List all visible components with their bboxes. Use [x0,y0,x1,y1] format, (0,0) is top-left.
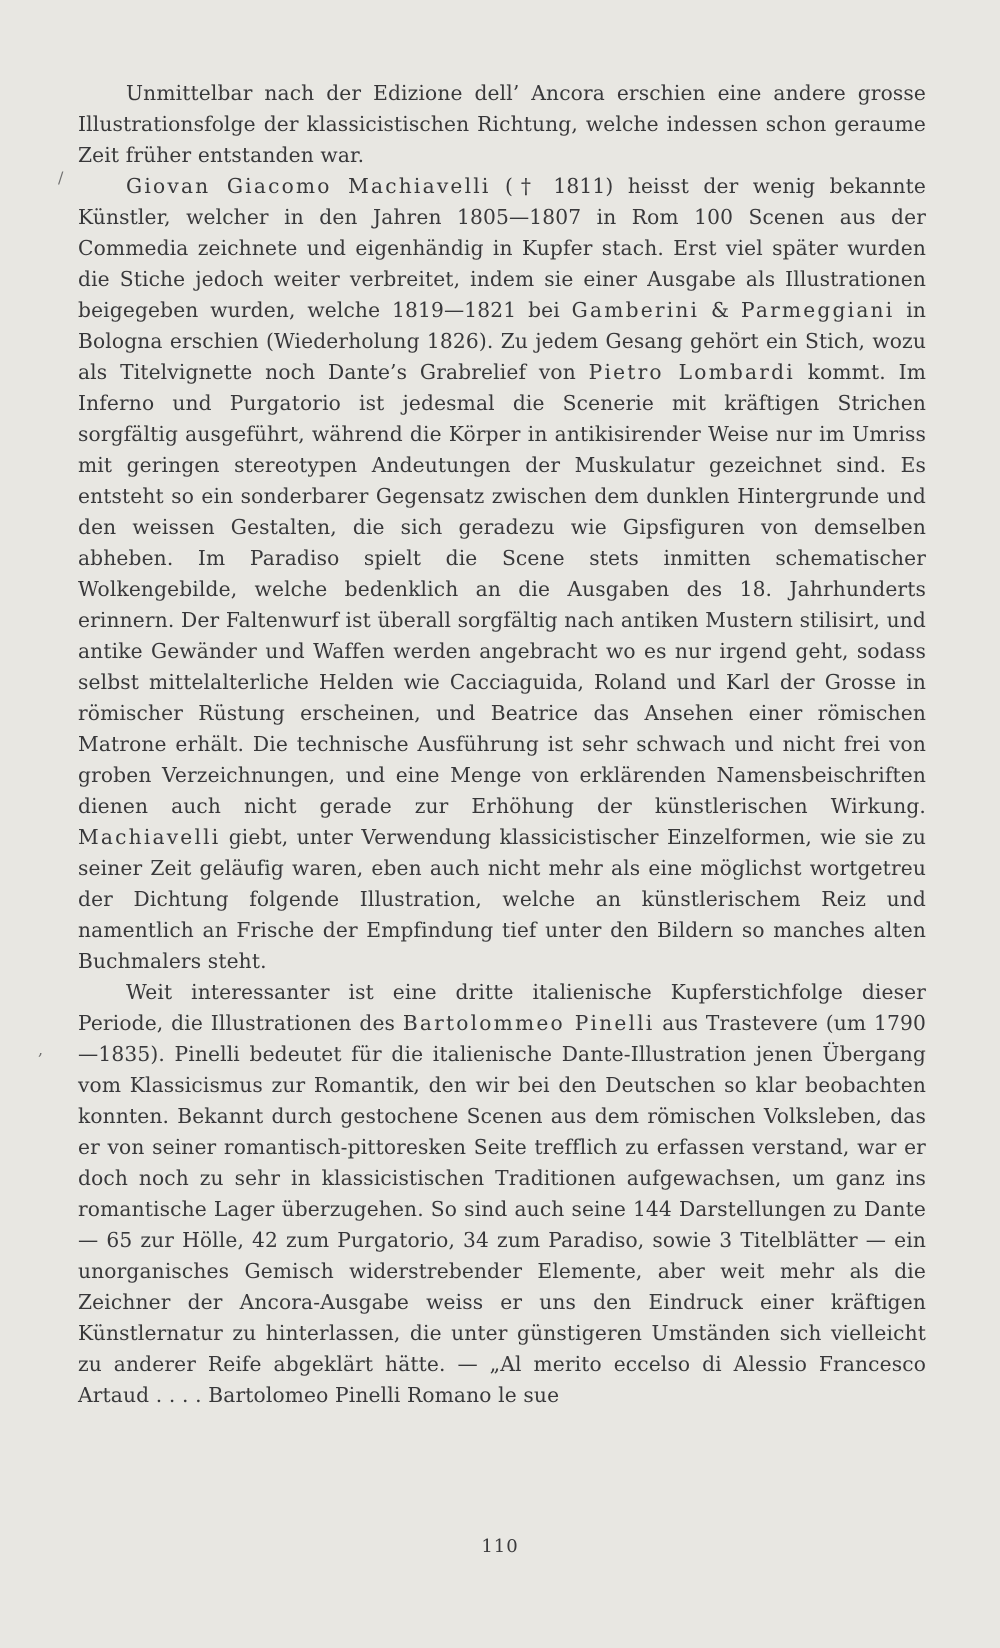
text-run: Unmittelbar nach der Edizione dell’ Ancora erschien eine andere grosse Illustrationsfolge der klassicistischen Richtung, welche indessen schon geraume Zeit früher entstanden war. [78,81,926,167]
spaced-name: Machiavelli [78,825,221,849]
margin-mark: / [58,168,64,187]
page-number: 110 [481,1536,519,1557]
text-run: aus Trastevere (um 1790—1835). Pinelli bedeutet für die italienische Dante-Illustration jenen Übergang vom Klassicismus zur Romantik, den wir bei den Deutschen so klar beobachten konnten. Bekannt durch gestochene Scenen aus dem römischen Volksleben, das er von seiner romantisch-pittoresken Seite trefflich zu erfassen verstand, war er doch noch zu sehr in klassicistischen Traditionen aufgewachsen, um ganz ins romantische Lager überzugehen. So sind auch seine 144 Darstellungen zu Dante — 65 zur Hölle, 42 zum Purgatorio, 34 zum Paradiso, sowie 3 Titelblätter — ein unorganisches Gemisch widerstrebender Elemente, aber weit mehr als die Zeichner der Ancora-Ausgabe weiss er uns den Eindruck einer kräftigen Künstlernatur zu hinterlassen, die unter günstigeren Umständen sich vielleicht zu anderer Reife abgeklärt hätte. — „Al merito eccelso di Alessio Francesco Artaud . . . . Bartolomeo Pinelli Romano le sue [78,1011,926,1407]
text-run: († 1811) heisst der wenig bekannte Künstler, welcher in den Jahren 1805—1807 in Rom 100 Scenen aus der Commedia zeichnete und eigenhändig in Kupfer stach. Erst viel später wurden die Stiche jedoch weiter verbreitet, indem sie einer Ausgabe als Illustrationen beigegeben wurden, welche 1819—1821 bei [78,174,926,322]
paragraph [78,171,926,977]
text-run: in Bologna erschien (Wiederholung 1826). Zu jedem Gesang gehört ein Stich, wozu als Titelvignette noch Dante’s Grabrelief von [78,298,926,384]
spaced-name: Parmeggiani [740,298,895,322]
text-run: giebt, unter Verwendung klassicistischer Einzelformen, wie sie zu seiner Zeit geläufig waren, eben auch nicht mehr als eine möglichst wortgetreu der Dichtung folgende Illustration, welche an künstlerischem Reiz und namentlich an Frische der Empfindung tief unter den Bildern so manches alten Buchmalers steht. [78,825,926,973]
spaced-name: Pietro Lombardi [588,360,795,384]
text-run: Weit interessanter ist eine dritte italienische Kupferstichfolge dieser Periode, die Illustrationen des [78,980,926,1035]
body-text [78,78,926,1411]
margin-mark: , [38,1040,44,1059]
paragraph [78,977,926,1411]
text-run: & [699,298,741,322]
spaced-name: Giovan Giacomo Machiavelli [126,174,491,198]
text-run: kommt. Im Inferno und Purgatorio ist jedesmal die Scenerie mit kräftigen Strichen sorgfältig ausgeführt, während die Körper in antikisirender Weise nur im Umriss mit geringen stereotypen Andeutungen der Muskulatur gezeichnet sind. Es entsteht so ein sonderbarer Gegensatz zwischen dem dunklen Hintergrunde und den weissen Gestalten, die sich geradezu wie Gipsfiguren von demselben abheben. Im Paradiso spielt die Scene stets inmitten schematischer Wolkengebilde, welche bedenklich an die Ausgaben des 18. Jahrhunderts erinnern. Der Faltenwurf ist überall sorgfältig nach antiken Mustern stilisirt, und antike Gewänder und Waffen werden angebracht wo es nur irgend geht, sodass selbst mittelalterliche Helden wie Cacciaguida, Roland und Karl der Grosse in römischer Rüstung erscheinen, und Beatrice das Ansehen einer römischen Matrone erhält. Die technische Ausführung ist sehr schwach und nicht frei von groben Verzeichnungen, und eine Menge von erklärenden Namensbeischriften dienen auch nicht gerade zur Erhöhung der künstlerischen Wirkung. [78,360,926,818]
spaced-name: Bartolommeo Pinelli [402,1011,655,1035]
paragraph [78,78,926,171]
spaced-name: Gamberini [571,298,700,322]
